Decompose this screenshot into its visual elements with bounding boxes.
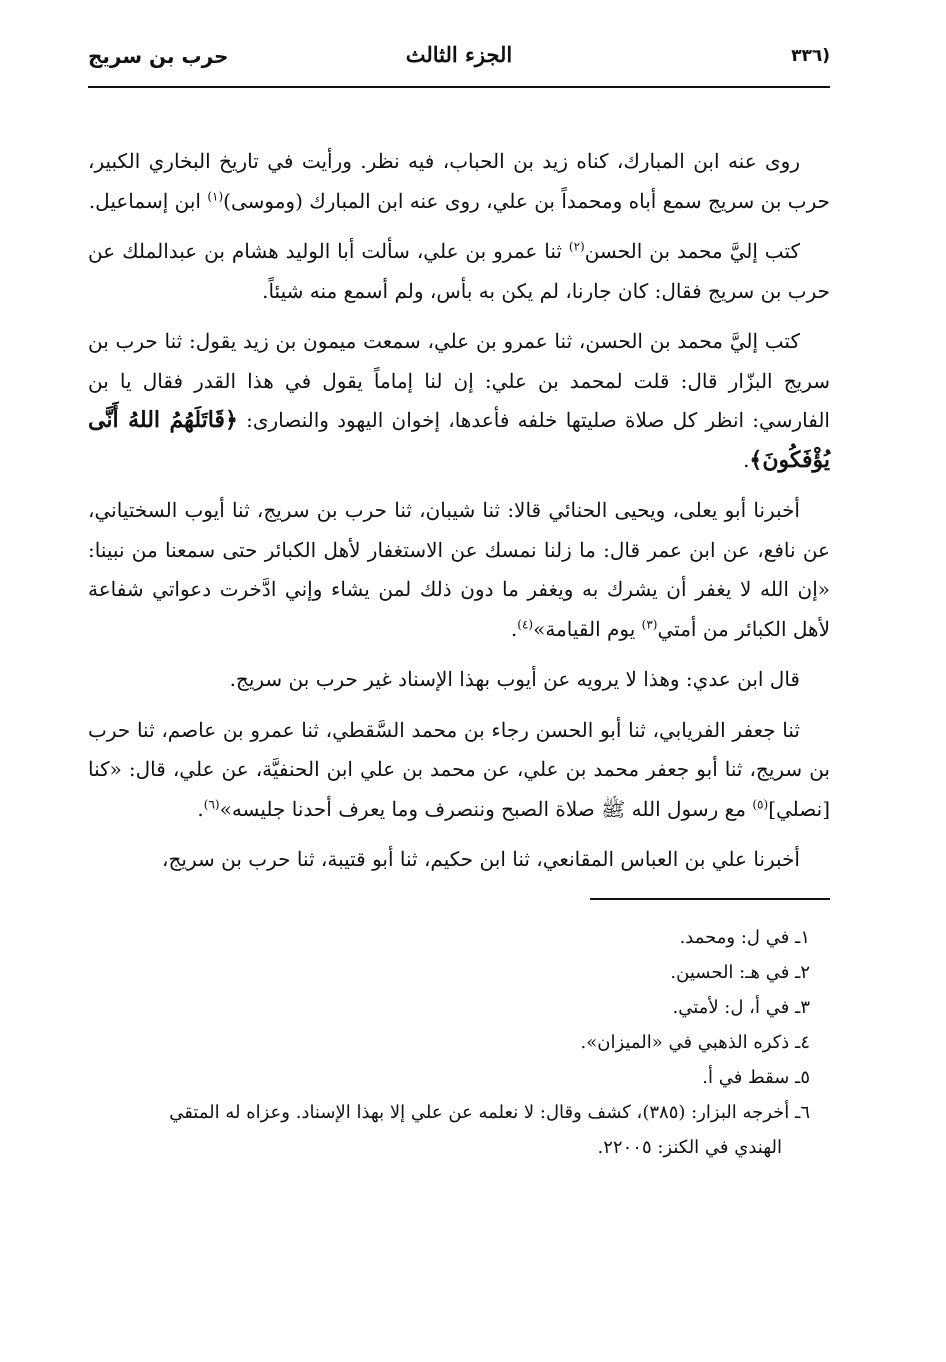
book-page: [88, 30, 830, 1165]
footnote-text: سقط في أ.: [702, 1066, 790, 1088]
paragraph-text: كتب إليَّ محمد بن الحسن، ثنا عمرو بن علي، سمعت ميمون بن زيد يقول: ثنا حرب بن سريج البزّار قال: قلت لمحمد بن علي: إن لنا إماماً يقول في هذا القدر فقال يا بن الفارسي: انظر كل صلاة صليتها خلفه فأعدها، إخوان اليهود والنصارى:: [88, 329, 830, 432]
paragraph-text: .: [197, 796, 204, 821]
paragraph: [88, 491, 830, 649]
footnote-number: ٤ـ: [795, 1031, 810, 1053]
paragraph-text: أخبرنا أبو يعلى، ويحيى الحنائي قالا: ثنا شيبان، ثنا حرب بن سريج، ثنا أيوب السختياني، عن نافع، عن ابن عمر قال: ما زلنا نمسك عن الاستغفار لأهل الكبائر حتى سمعنا من نبينا: «إن الله لا يغفر أن يشرك به ويغفر ما دون ذلك لمن يشاء وإني ادَّخرت دعواتي شفاعة لأهل الكبائر من أمتي: [88, 498, 830, 641]
paragraph-text: ثنا عمرو بن علي، سألت أبا الوليد هشام بن عبدالملك عن حرب بن سريج فقال: كان جارنا، لم يكن به بأس، ولم أسمع منه شيئاً.: [88, 239, 830, 303]
footnote-marker: (٣): [641, 616, 658, 631]
footnote-marker: (٤): [517, 616, 534, 631]
running-title: حرب بن سريج: [88, 44, 229, 68]
paragraph: [88, 322, 830, 480]
footnote-number: ٥ـ: [795, 1066, 810, 1088]
footnote-continuation: الهندي في الكنز: ٢٢٠٠٥.: [597, 1136, 782, 1158]
footnote-marker: (٦): [203, 796, 220, 811]
footnote-text: ذكره الذهبي في «الميزان».: [580, 1031, 790, 1053]
footnote: [88, 1060, 810, 1095]
paragraph-text: كتب إليَّ محمد بن الحسن: [584, 239, 801, 263]
footnote-marker: (٢): [568, 239, 585, 254]
footnotes: [88, 920, 830, 1165]
paragraph-text: .: [510, 616, 518, 641]
paragraph: [88, 711, 830, 830]
footnote-text: في ل: ومحمد.: [679, 926, 790, 948]
footnote-marker: (١): [207, 188, 224, 203]
paragraph-text: أخبرنا علي بن العباس المقانعي، ثنا ابن حكيم، ثنا أبو قتيبة، ثنا حرب بن سريج،: [162, 847, 800, 871]
paragraph-text: مع رسول الله ﷺ صلاة الصبح وننصرف وما يعرف أحدنا جليسه»: [219, 796, 753, 821]
footnote-number: ٢ـ: [795, 961, 810, 983]
footnote-text: في هـ: الحسين.: [670, 961, 790, 983]
footnote-marker: (٥): [752, 796, 769, 811]
footnote: [88, 990, 810, 1025]
footnote: [88, 1095, 810, 1130]
paragraph-text: ابن إسماعيل.: [88, 188, 208, 213]
paragraph-text: قال ابن عدي: وهذا لا يرويه عن أيوب بهذا الإسناد غير حرب بن سريج.: [229, 667, 800, 691]
paragraph-text: .: [743, 447, 750, 472]
paragraph-text: روى عنه ابن المبارك، كناه زيد بن الحباب، فيه نظر. ورأيت في تاريخ البخاري الكبير، حرب بن سريج سمع أباه ومحمداً بن علي، روى عنه ابن المبارك (وموسى): [88, 149, 830, 213]
quran-verse: ﴿قَاتَلَهُمُ اللهُ أَنَّى يُؤْفَكُونَ﴾: [88, 407, 830, 473]
main-text: [88, 90, 830, 880]
volume-title: الجزء الثالث: [405, 42, 513, 67]
page-number: (٣٣٦: [791, 46, 830, 66]
paragraph: [88, 232, 830, 311]
footnote: [88, 1025, 810, 1060]
footnote-text: أخرجه البزار: (٣٨٥)، كشف وقال: لا نعلمه عن علي إلا بهذا الإسناد. وعزاه له المتقي: [169, 1101, 790, 1123]
footnote-number: ٦ـ: [795, 1101, 810, 1123]
footnote-number: ٣ـ: [795, 996, 810, 1018]
paragraph-text: يوم القيامة»: [533, 616, 642, 641]
footnote: [88, 920, 810, 955]
footnote: [88, 955, 810, 990]
paragraph-text: ثنا جعفر الفريابي، ثنا أبو الحسن رجاء بن محمد السَّقطي، ثنا عمرو بن عاصم، ثنا حرب بن سريج، ثنا أبو جعفر محمد بن علي، عن محمد بن علي ابن الحنفيَّة، عن علي، قال: «كنا [نصلي]: [88, 717, 830, 821]
footnote-text: في أ، ل: لأمتي.: [672, 996, 790, 1018]
page-header: [88, 30, 830, 90]
paragraph: [88, 142, 830, 221]
footnote-number: ١ـ: [795, 926, 810, 948]
footnote-separator: [590, 898, 830, 900]
header-rule: [88, 86, 830, 88]
paragraph: [88, 840, 830, 880]
paragraph: [88, 660, 830, 700]
